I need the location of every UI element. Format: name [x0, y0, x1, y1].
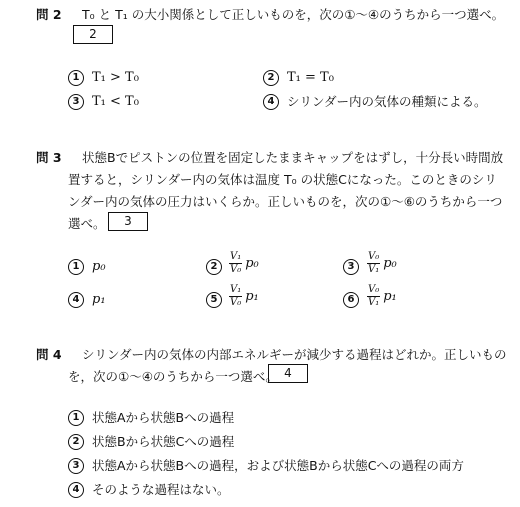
q3-answer-box[interactable]	[108, 212, 148, 231]
q3-option-6-number: 6	[343, 292, 359, 308]
q2-answer-number: 2	[89, 27, 97, 41]
q3-option-5-pressure: p₁	[245, 289, 259, 304]
q3-option-2-pressure: p₀	[245, 256, 259, 271]
q3-line-2: 置すると，シリンダー内の気体は温度 T₀ の状態Cになった。このときのシリ	[68, 172, 497, 187]
q3-option-3	[364, 252, 397, 275]
q4-option-2-number: 2	[68, 434, 84, 450]
q3-option-2-numerator: V₁	[230, 251, 242, 262]
q3-option-6-fraction	[367, 285, 380, 308]
q2-option-2-number: 2	[263, 70, 279, 86]
q3-line-3: ンダー内の気体の圧力はいくらか。正しいものを，次の①〜⑥のうちから一つ	[68, 194, 503, 209]
q2-option-3-number: 3	[68, 94, 84, 110]
q4-option-3: 状態Aから状態Bへの過程，および状態Bから状態Cへの過程の両方	[92, 458, 464, 473]
q4-label: 問 4	[36, 347, 62, 362]
q2-option-1: T₁ > T₀	[92, 70, 139, 85]
q3-option-2	[226, 252, 259, 275]
q4-line-1: シリンダー内の気体の内部エネルギーが減少する過程はどれか。正しいもの	[82, 347, 507, 362]
q3-option-6-denominator: V₁	[368, 297, 380, 308]
q2-option-3: T₁ < T₀	[92, 94, 139, 109]
q4-line-2: を，次の①〜④のうちから一つ選べ。	[68, 369, 278, 384]
q2-option-1-number: 1	[68, 70, 84, 86]
q3-option-3-numerator: V₀	[368, 251, 380, 262]
q3-option-3-number: 3	[343, 259, 359, 275]
q3-option-3-denominator: V₁	[368, 264, 380, 275]
q3-answer-number: 3	[124, 214, 132, 228]
q3-option-1: p₀	[92, 259, 106, 274]
q3-label: 問 3	[36, 150, 62, 165]
q3-option-4-number: 4	[68, 292, 84, 308]
q3-option-2-fraction	[229, 252, 242, 275]
q3-option-6-pressure: p₁	[383, 289, 397, 304]
q3-option-4: p₁	[92, 292, 106, 307]
q3-option-5-number: 5	[206, 292, 222, 308]
q3-option-3-pressure: p₀	[383, 256, 397, 271]
q4-option-1-number: 1	[68, 410, 84, 426]
q3-option-5	[226, 285, 259, 308]
q4-answer-number: 4	[284, 366, 292, 380]
q4-option-3-number: 3	[68, 458, 84, 474]
q3-line-1: 状態Bでピストンの位置を固定したままキャップをはずし，十分長い時間放	[82, 150, 504, 165]
q4-answer-box[interactable]	[268, 364, 308, 383]
q4-option-4: そのような過程はない。	[92, 482, 230, 497]
q3-option-6	[364, 285, 397, 308]
q4-option-4-number: 4	[68, 482, 84, 498]
q2-answer-box[interactable]	[73, 25, 113, 44]
q3-line-4: 選べ。	[68, 216, 106, 231]
q3-option-5-fraction	[229, 285, 242, 308]
q3-option-5-numerator: V₁	[230, 284, 242, 295]
q4-option-2: 状態Bから状態Cへの過程	[92, 434, 235, 449]
q3-option-3-fraction	[367, 252, 380, 275]
q3-option-1-number: 1	[68, 259, 84, 275]
q3-option-2-denominator: V₀	[230, 264, 242, 275]
q2-text: T₀ と T₁ の大小関係として正しいものを，次の①〜④のうちから一つ選べ。	[82, 7, 505, 22]
q2-option-2: T₁ = T₀	[287, 70, 334, 85]
q3-option-5-denominator: V₀	[230, 297, 242, 308]
q2-label: 問 2	[36, 7, 62, 22]
q2-option-4-number: 4	[263, 94, 279, 110]
q3-option-6-numerator: V₀	[368, 284, 380, 295]
q2-option-4: シリンダー内の気体の種類による。	[287, 94, 487, 109]
q4-option-1: 状態Aから状態Bへの過程	[92, 410, 235, 425]
q3-option-2-number: 2	[206, 259, 222, 275]
